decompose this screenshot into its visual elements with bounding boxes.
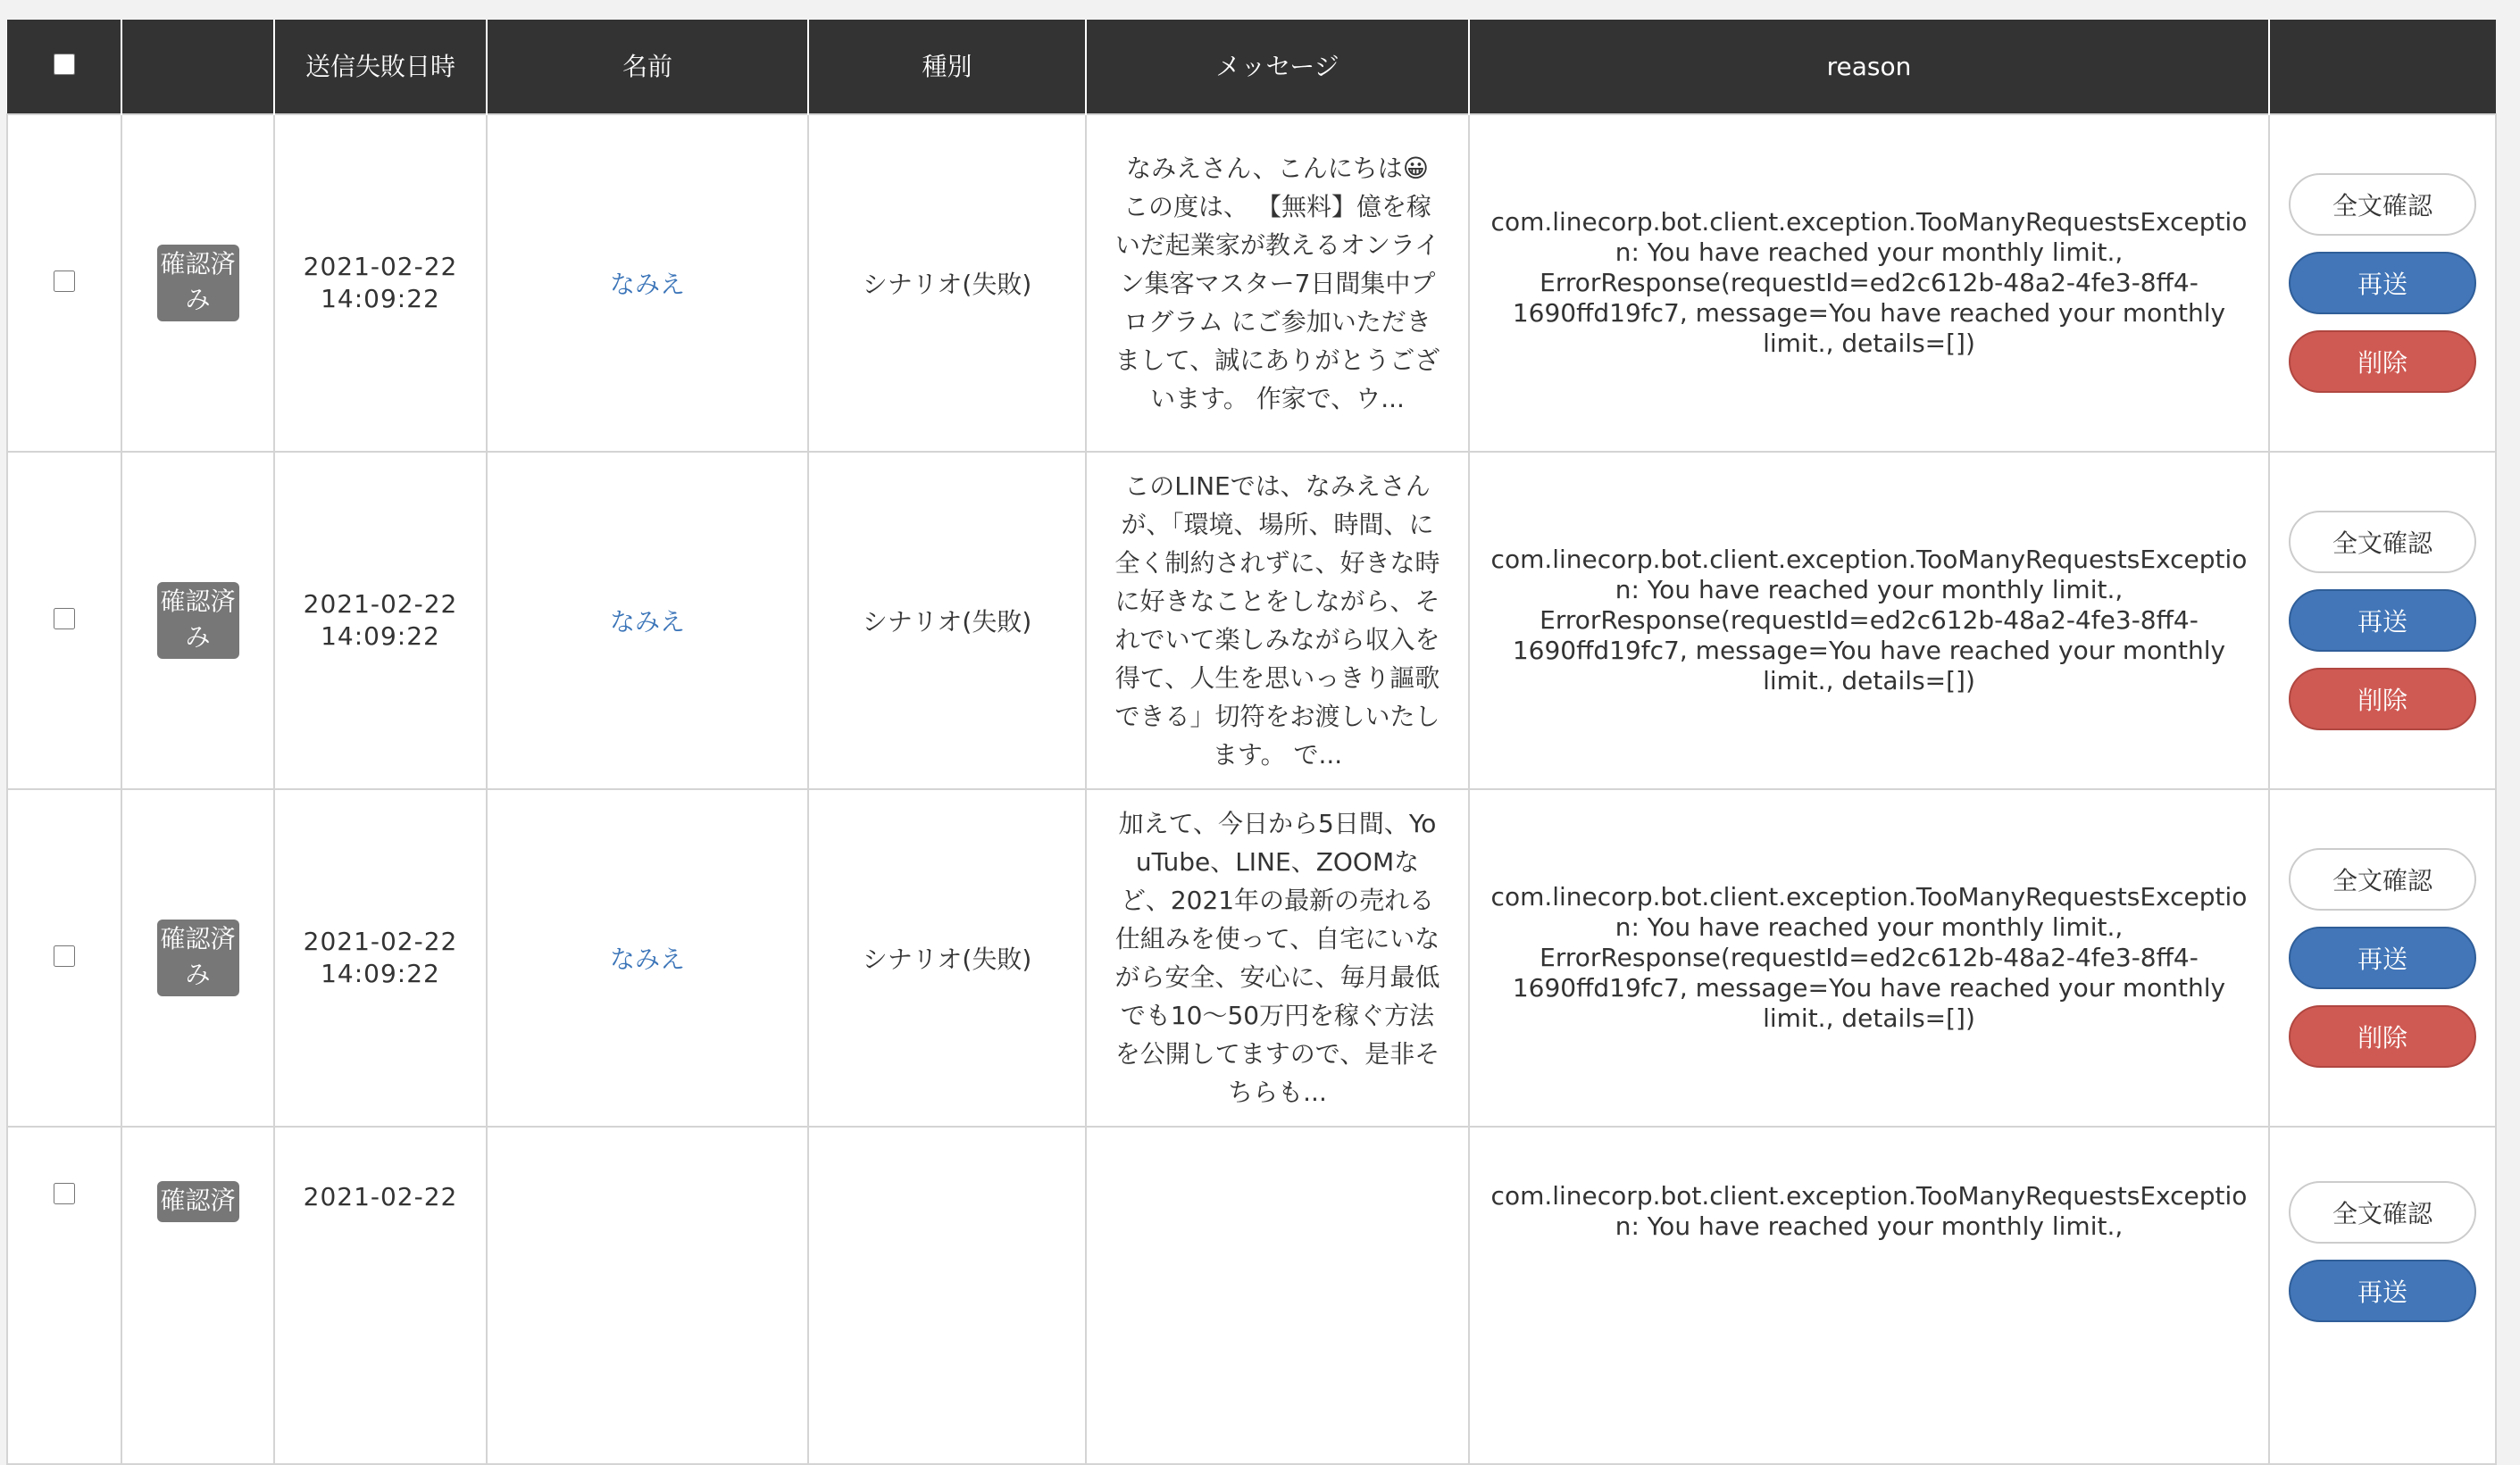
- message-preview: なみえさん、こんにちは😀 この度は、 【無料】億を稼いだ起業家が教えるオンライン集客マスター7日間集中プログラム にご参加いただきまして、誠にありがとうございます。 作家で、ウ...: [1114, 153, 1440, 413]
- status-badge: 確認済み: [157, 920, 239, 996]
- header-select-all: [7, 20, 121, 114]
- row-select-cell: [7, 114, 121, 452]
- message-cell: [1086, 789, 1469, 1127]
- status-badge: 確認済: [157, 1181, 239, 1222]
- status-cell: [121, 1127, 274, 1464]
- row-select-cell: [7, 1127, 121, 1464]
- type-cell: [808, 452, 1086, 789]
- error-reason: com.linecorp.bot.client.exception.TooManyRequestsException: You have reached your monthly limit., ErrorResponse(requestId=ed2c612b-48a2-4fe3-8ff4-1690ffd19fc7, message=You have reached your monthly limit., details=[]): [1490, 207, 2248, 358]
- reason-cell: [1469, 452, 2269, 789]
- delete-button[interactable]: 削除: [2289, 330, 2476, 393]
- type-cell: [808, 114, 1086, 452]
- failed-date: 2021-02-22: [303, 589, 458, 619]
- failed-date: 2021-02-22: [303, 1182, 458, 1211]
- message-preview: 加えて、今日から5日間、YouTube、LINE、ZOOMなど、2021年の最新の売れる仕組みを使って、自宅にいながら安全、安心に、毎月最低でも10〜50万円を稼ぐ方法を公開してますので、是非そちらも...: [1114, 809, 1440, 1107]
- delete-button[interactable]: 削除: [2289, 668, 2476, 730]
- header-message: メッセージ: [1086, 20, 1469, 114]
- actions-cell: [2269, 114, 2496, 452]
- table-row: [7, 1127, 2496, 1464]
- actions-cell: [2269, 789, 2496, 1127]
- name-cell: [487, 114, 808, 452]
- delete-button[interactable]: 削除: [2289, 1005, 2476, 1068]
- failed-time: 14:09:22: [321, 621, 440, 651]
- type-cell: [808, 789, 1086, 1127]
- reason-cell: [1469, 1127, 2269, 1464]
- status-cell: [121, 789, 274, 1127]
- header-type: 種別: [808, 20, 1086, 114]
- reason-cell: [1469, 114, 2269, 452]
- name-cell: [487, 789, 808, 1127]
- status-cell: [121, 452, 274, 789]
- row-select-cell: [7, 452, 121, 789]
- user-name-link[interactable]: なみえ: [609, 945, 685, 974]
- failed-at-cell: [274, 1127, 487, 1464]
- message-cell: [1086, 114, 1469, 452]
- error-reason: com.linecorp.bot.client.exception.TooManyRequestsException: You have reached your monthly limit., ErrorResponse(requestId=ed2c612b-48a2-4fe3-8ff4-1690ffd19fc7, message=You have reached your monthly limit., details=[]): [1490, 882, 2248, 1033]
- resend-button[interactable]: 再送: [2289, 252, 2476, 314]
- message-cell: [1086, 1127, 1469, 1464]
- message-preview: このLINEでは、なみえさんが、「環境、場所、時間、に全く制約されずに、好きな時に好きなことをしながら、それでいて楽しみながら収入を得て、人生を思いっきり謳歌できる」切符をお渡しいたします。 で...: [1114, 471, 1440, 770]
- name-cell: [487, 452, 808, 789]
- resend-button[interactable]: 再送: [2289, 589, 2476, 652]
- failed-at-cell: [274, 789, 487, 1127]
- error-reason: com.linecorp.bot.client.exception.TooManyRequestsException: You have reached your monthly limit.,: [1490, 1181, 2248, 1241]
- name-cell: [487, 1127, 808, 1464]
- status-badge: 確認済み: [157, 245, 239, 321]
- header-reason: reason: [1469, 20, 2269, 114]
- reason-cell: [1469, 789, 2269, 1127]
- header-name: 名前: [487, 20, 808, 114]
- row-checkbox[interactable]: [54, 945, 75, 967]
- actions-cell: [2269, 1127, 2496, 1464]
- failed-date: 2021-02-22: [303, 252, 458, 281]
- row-select-cell: [7, 789, 121, 1127]
- type-cell: [808, 1127, 1086, 1464]
- row-checkbox[interactable]: [54, 608, 75, 629]
- row-actions: [2288, 848, 2477, 1068]
- failed-time: 14:09:22: [321, 284, 440, 313]
- failed-date: 2021-02-22: [303, 927, 458, 956]
- status-cell: [121, 114, 274, 452]
- row-actions: [2288, 1181, 2477, 1322]
- row-checkbox[interactable]: [54, 271, 75, 292]
- user-name-link[interactable]: なみえ: [609, 270, 685, 299]
- actions-cell: [2269, 452, 2496, 789]
- status-badge: 確認済み: [157, 582, 239, 659]
- header-status: [121, 20, 274, 114]
- select-all-checkbox[interactable]: [54, 54, 75, 75]
- resend-button[interactable]: 再送: [2289, 1260, 2476, 1322]
- message-cell: [1086, 452, 1469, 789]
- failed-at-cell: [274, 114, 487, 452]
- table-header-row: [7, 20, 2496, 114]
- resend-button[interactable]: 再送: [2289, 927, 2476, 989]
- failed-time: 14:09:22: [321, 959, 440, 988]
- table-row: [7, 114, 2496, 452]
- view-full-text-button[interactable]: 全文確認: [2289, 511, 2476, 573]
- view-full-text-button[interactable]: 全文確認: [2289, 848, 2476, 911]
- failed-at-cell: [274, 452, 487, 789]
- row-checkbox[interactable]: [54, 1183, 75, 1204]
- user-name-link[interactable]: なみえ: [609, 607, 685, 637]
- message-type: シナリオ(失敗): [862, 945, 1032, 974]
- table-row: [7, 452, 2496, 789]
- message-type: シナリオ(失敗): [862, 270, 1032, 299]
- header-failed-at: 送信失敗日時: [274, 20, 487, 114]
- view-full-text-button[interactable]: 全文確認: [2289, 1181, 2476, 1244]
- failed-messages-table: [6, 20, 2497, 1465]
- view-full-text-button[interactable]: 全文確認: [2289, 173, 2476, 236]
- row-actions: [2288, 173, 2477, 393]
- message-type: シナリオ(失敗): [862, 607, 1032, 637]
- row-actions: [2288, 511, 2477, 730]
- failed-messages-table-container: [6, 20, 2495, 1465]
- error-reason: com.linecorp.bot.client.exception.TooManyRequestsException: You have reached your monthly limit., ErrorResponse(requestId=ed2c612b-48a2-4fe3-8ff4-1690ffd19fc7, message=You have reached your monthly limit., details=[]): [1490, 545, 2248, 695]
- table-row: [7, 789, 2496, 1127]
- header-actions: [2269, 20, 2496, 114]
